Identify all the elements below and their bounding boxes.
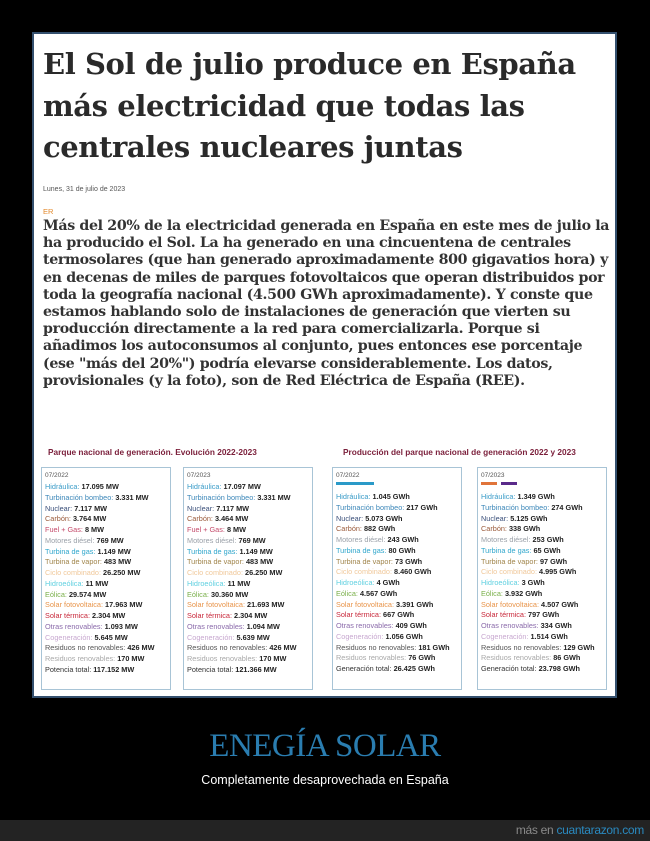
data-row xyxy=(336,578,458,589)
row-label: Hidráulica: xyxy=(481,492,516,501)
row-label: Motores diésel: xyxy=(187,535,237,545)
row-label: Turbina de gas: xyxy=(187,546,238,556)
row-label: Residuos no renovables: xyxy=(481,642,562,652)
row-value: 129 GWh xyxy=(563,642,595,652)
period-label: 07/2022 xyxy=(45,472,69,479)
data-row xyxy=(481,632,603,643)
data-row xyxy=(45,633,167,644)
row-value: 3.331 MW xyxy=(115,492,149,502)
row-label: Cogeneración: xyxy=(481,631,529,641)
data-row xyxy=(481,503,603,514)
data-row xyxy=(187,600,309,611)
data-row xyxy=(481,514,603,525)
row-label: Carbón: xyxy=(187,514,213,524)
row-value: 17.095 MW xyxy=(81,482,119,491)
article-headline: El Sol de julio produce en España más electricidad que todas las centrales nucleares juntas xyxy=(43,47,576,164)
row-value: 121.366 MW xyxy=(235,664,277,674)
row-label: Turbina de vapor: xyxy=(336,556,393,566)
row-label: Hidroeólica: xyxy=(45,578,84,588)
row-label: Nuclear: xyxy=(45,503,73,513)
legend-bar xyxy=(336,482,374,485)
data-row xyxy=(336,632,458,643)
row-label: Otras renovables: xyxy=(336,621,394,630)
row-label: Turbina de vapor: xyxy=(481,556,538,566)
data-row xyxy=(481,535,603,546)
data-row xyxy=(336,503,458,514)
row-value: 3.331 MW xyxy=(257,492,291,502)
row-label: Potencia total: xyxy=(45,664,92,674)
data-row xyxy=(481,589,603,600)
data-row xyxy=(481,524,603,535)
row-label: Turbinación bombeo: xyxy=(187,492,256,502)
data-row xyxy=(187,547,309,558)
row-value: 3.391 GWh xyxy=(396,599,434,609)
row-label: Cogeneración: xyxy=(187,632,235,642)
data-row xyxy=(336,535,458,546)
row-value: 882 GWh xyxy=(364,524,396,534)
data-row xyxy=(187,590,309,601)
row-value: 1.093 MW xyxy=(104,621,138,631)
row-value: 80 GWh xyxy=(388,545,416,555)
legend-bar xyxy=(501,482,517,485)
row-value: 769 MW xyxy=(238,535,266,545)
row-label: Generación total: xyxy=(336,664,392,673)
data-row xyxy=(336,567,458,578)
row-value: 8 MW xyxy=(226,525,247,534)
data-row xyxy=(45,654,167,665)
data-row xyxy=(481,643,603,654)
data-row xyxy=(481,557,603,568)
data-row xyxy=(336,600,458,611)
row-label: Eólica: xyxy=(187,589,209,599)
footer-link[interactable] xyxy=(516,823,644,837)
row-label: Turbina de gas: xyxy=(45,546,96,556)
row-value: 86 GWh xyxy=(553,653,581,663)
row-label: Hidroeólica: xyxy=(336,578,375,587)
data-row xyxy=(45,514,167,525)
row-label: Ciclo combinado: xyxy=(187,568,243,577)
row-label: Turbina de gas: xyxy=(481,545,532,555)
row-value: 797 GWh xyxy=(528,610,560,620)
row-value: 26.250 MW xyxy=(103,568,141,577)
row-label: Turbina de vapor: xyxy=(45,557,102,567)
data-row xyxy=(45,579,167,590)
row-value: 30.360 MW xyxy=(210,589,249,599)
data-row xyxy=(187,622,309,633)
data-row xyxy=(481,578,603,589)
row-value: 17.097 MW xyxy=(223,482,261,491)
data-row xyxy=(336,664,458,675)
data-row xyxy=(481,600,603,611)
period-label: 07/2023 xyxy=(481,472,505,479)
data-row xyxy=(45,600,167,611)
article-byline: ER xyxy=(43,207,54,216)
row-value: 334 GWh xyxy=(540,621,572,630)
data-row xyxy=(45,611,167,622)
row-label: Otras renovables: xyxy=(187,621,245,631)
caption-subtitle: Completamente desaprovechada en España xyxy=(201,773,449,787)
footer-site[interactable]: cuantarazon.com xyxy=(556,823,644,837)
row-value: 426 MW xyxy=(269,643,297,653)
row-label: Nuclear: xyxy=(481,513,509,523)
row-value: 409 GWh xyxy=(395,621,427,630)
row-label: Fuel + Gas: xyxy=(187,525,225,534)
data-row xyxy=(187,525,309,536)
row-value: 76 GWh xyxy=(408,653,436,663)
data-row xyxy=(45,493,167,504)
data-row xyxy=(187,643,309,654)
row-label: Turbina de vapor: xyxy=(187,557,244,567)
data-row xyxy=(336,621,458,632)
data-row xyxy=(481,567,603,578)
data-row xyxy=(187,493,309,504)
data-row xyxy=(187,579,309,590)
data-row xyxy=(45,525,167,536)
row-label: Generación total: xyxy=(481,664,537,673)
row-value: 1.045 GWh xyxy=(372,492,410,501)
production-section-title: Producción del parque nacional de generación 2022 y 2023 xyxy=(343,447,576,457)
row-value: 73 GWh xyxy=(394,556,423,566)
row-value: 274 GWh xyxy=(551,502,583,512)
data-row xyxy=(336,492,458,503)
row-value: 17.963 MW xyxy=(105,600,143,610)
row-value: 1.149 MW xyxy=(239,546,273,556)
data-row xyxy=(187,611,309,622)
data-row xyxy=(45,643,167,654)
production-box-2022 xyxy=(332,467,462,690)
row-label: Solar térmica: xyxy=(336,610,382,620)
period-legend-bars xyxy=(336,482,458,488)
row-value: 1.056 GWh xyxy=(385,631,423,641)
row-value: 253 GWh xyxy=(532,535,564,544)
row-value: 5.125 GWh xyxy=(510,513,548,523)
data-row xyxy=(187,504,309,515)
row-label: Ciclo combinado: xyxy=(336,567,392,577)
row-value: 5.639 MW xyxy=(236,632,270,642)
row-label: Turbinación bombeo: xyxy=(45,492,114,502)
row-label: Turbinación bombeo: xyxy=(336,502,405,512)
row-value: 7.117 MW xyxy=(216,503,250,513)
row-value: 769 MW xyxy=(96,535,124,545)
row-label: Solar fotovoltaica: xyxy=(45,600,104,610)
article-frame xyxy=(32,32,617,698)
row-label: Turbina de gas: xyxy=(336,545,387,555)
row-label: Solar fotovoltaica: xyxy=(336,599,395,609)
row-label: Residuos renovables: xyxy=(336,653,407,663)
row-value: 170 MW xyxy=(117,654,145,663)
row-value: 3.464 MW xyxy=(215,514,249,524)
data-row xyxy=(187,514,309,525)
data-row xyxy=(45,665,167,676)
data-row xyxy=(45,557,167,568)
row-label: Otras renovables: xyxy=(45,621,103,631)
row-value: 3.932 GWh xyxy=(504,588,543,598)
article-body: Más del 20% de la electricidad generada en España en este mes de julio la ha producido el Sol. La ha generado en una cincuentena de centrales termosolares (que han generado aproximadamente 800 gigavatios hora) y en decenas de miles de parques fotovoltaicos que operan distribuidos por toda la geografía nacional (4.500 GWh aproximadamente). Y conste que estamos hablando solo de instalaciones de generación que vierten su producción directamente a la red para comercializarla. Porque si añadimos los autoconsumos al conjunto, pues entonces ese porcentaje (ese "más del 20%") podría elevarse considerablemente. Los datos, provisionales (y la foto), son de Red Eléctrica de España (REE). xyxy=(43,218,610,389)
footer-prefix: más en xyxy=(515,823,557,837)
row-value: 23.798 GWh xyxy=(538,664,580,673)
row-value: 11 MW xyxy=(85,578,109,588)
data-row xyxy=(187,665,309,676)
row-label: Ciclo combinado: xyxy=(481,567,537,577)
data-row xyxy=(45,622,167,633)
row-label: Residuos no renovables: xyxy=(187,643,268,653)
row-label: Carbón: xyxy=(481,524,507,534)
row-value: 243 GWh xyxy=(387,535,419,544)
row-label: Eólica: xyxy=(481,588,503,598)
row-label: Hidráulica: xyxy=(45,482,80,491)
row-value: 97 GWh xyxy=(539,556,568,566)
data-row xyxy=(45,482,167,493)
row-value: 426 MW xyxy=(127,643,155,653)
capacity-section-title: Parque nacional de generación. Evolución 2022-2023 xyxy=(48,447,257,457)
row-value: 483 MW xyxy=(103,557,132,567)
capacity-box-2022 xyxy=(41,467,171,690)
row-value: 170 MW xyxy=(259,654,287,663)
data-row xyxy=(45,536,167,547)
data-row xyxy=(336,524,458,535)
row-label: Otras renovables: xyxy=(481,621,539,630)
row-value: 11 MW xyxy=(227,578,251,588)
row-value: 8.460 GWh xyxy=(394,567,432,577)
row-value: 5.645 MW xyxy=(94,632,128,642)
data-row xyxy=(336,514,458,525)
caption-title: ENEGÍA SOLAR xyxy=(209,728,441,764)
row-value: 667 GWh xyxy=(383,610,415,620)
data-row xyxy=(45,590,167,601)
data-row xyxy=(187,568,309,579)
row-value: 2.304 MW xyxy=(234,611,268,620)
row-label: Motores diésel: xyxy=(45,535,95,545)
row-label: Cogeneración: xyxy=(336,631,384,641)
row-value: 3 GWh xyxy=(521,578,545,587)
row-value: 21.693 MW xyxy=(247,600,285,610)
row-value: 483 MW xyxy=(245,557,274,567)
data-row xyxy=(45,547,167,558)
capacity-box-2023 xyxy=(183,467,313,690)
data-row xyxy=(481,610,603,621)
row-label: Motores diésel: xyxy=(336,535,386,544)
row-value: 4 GWh xyxy=(376,578,400,587)
row-label: Nuclear: xyxy=(187,503,215,513)
article-date: Lunes, 31 de julio de 2023 xyxy=(43,186,126,193)
row-label: Solar térmica: xyxy=(45,611,91,620)
row-value: 1.149 MW xyxy=(97,546,131,556)
row-value: 4.567 GWh xyxy=(359,588,398,598)
row-value: 117.152 MW xyxy=(93,664,135,674)
data-row xyxy=(187,557,309,568)
row-value: 8 MW xyxy=(84,525,105,534)
data-row xyxy=(336,653,458,664)
row-value: 65 GWh xyxy=(533,545,561,555)
data-row xyxy=(45,504,167,515)
row-label: Eólica: xyxy=(336,588,358,598)
data-row xyxy=(481,492,603,503)
production-box-2023 xyxy=(477,467,607,690)
row-value: 217 GWh xyxy=(406,502,438,512)
row-value: 26.250 MW xyxy=(245,568,283,577)
data-row xyxy=(336,643,458,654)
row-label: Solar fotovoltaica: xyxy=(187,600,246,610)
row-value: 7.117 MW xyxy=(74,503,108,513)
row-label: Residuos no renovables: xyxy=(45,643,126,653)
row-value: 1.094 MW xyxy=(246,621,280,631)
row-label: Hidroeólica: xyxy=(187,578,226,588)
row-label: Cogeneración: xyxy=(45,632,93,642)
data-row xyxy=(336,557,458,568)
row-label: Ciclo combinado: xyxy=(45,568,101,577)
row-value: 4.995 GWh xyxy=(539,567,577,577)
row-value: 29.574 MW xyxy=(68,589,107,599)
row-value: 4.507 GWh xyxy=(541,599,579,609)
period-legend-bars xyxy=(481,482,603,488)
row-label: Residuos renovables: xyxy=(45,654,116,663)
row-value: 1.349 GWh xyxy=(517,492,555,501)
row-label: Carbón: xyxy=(45,514,71,524)
row-label: Fuel + Gas: xyxy=(45,525,83,534)
row-label: Motores diésel: xyxy=(481,535,531,544)
row-label: Hidráulica: xyxy=(187,482,222,491)
row-label: Turbinación bombeo: xyxy=(481,502,550,512)
row-label: Solar térmica: xyxy=(187,611,233,620)
row-label: Nuclear: xyxy=(336,513,364,523)
row-label: Potencia total: xyxy=(187,664,234,674)
row-label: Carbón: xyxy=(336,524,362,534)
row-label: Hidroeólica: xyxy=(481,578,520,587)
data-row xyxy=(45,568,167,579)
row-value: 26.425 GWh xyxy=(393,664,435,673)
legend-bar xyxy=(481,482,497,485)
row-label: Hidráulica: xyxy=(336,492,371,501)
period-label: 07/2022 xyxy=(336,472,360,479)
row-label: Eólica: xyxy=(45,589,67,599)
row-value: 338 GWh xyxy=(509,524,541,534)
data-row xyxy=(187,536,309,547)
row-value: 181 GWh xyxy=(418,642,450,652)
row-label: Residuos renovables: xyxy=(187,654,258,663)
row-label: Solar fotovoltaica: xyxy=(481,599,540,609)
data-row xyxy=(187,482,309,493)
data-row xyxy=(481,664,603,675)
data-row xyxy=(336,546,458,557)
footer-bar xyxy=(0,820,650,841)
data-row xyxy=(187,633,309,644)
row-value: 1.514 GWh xyxy=(530,631,568,641)
row-value: 5.073 GWh xyxy=(365,513,403,523)
row-value: 2.304 MW xyxy=(92,611,126,620)
row-label: Solar térmica: xyxy=(481,610,527,620)
period-label: 07/2023 xyxy=(187,472,211,479)
row-label: Residuos renovables: xyxy=(481,653,552,663)
data-row xyxy=(336,589,458,600)
data-row xyxy=(187,654,309,665)
data-row xyxy=(481,653,603,664)
data-row xyxy=(481,621,603,632)
data-row xyxy=(481,546,603,557)
row-value: 3.764 MW xyxy=(73,514,107,524)
row-label: Residuos no renovables: xyxy=(336,642,417,652)
data-row xyxy=(336,610,458,621)
